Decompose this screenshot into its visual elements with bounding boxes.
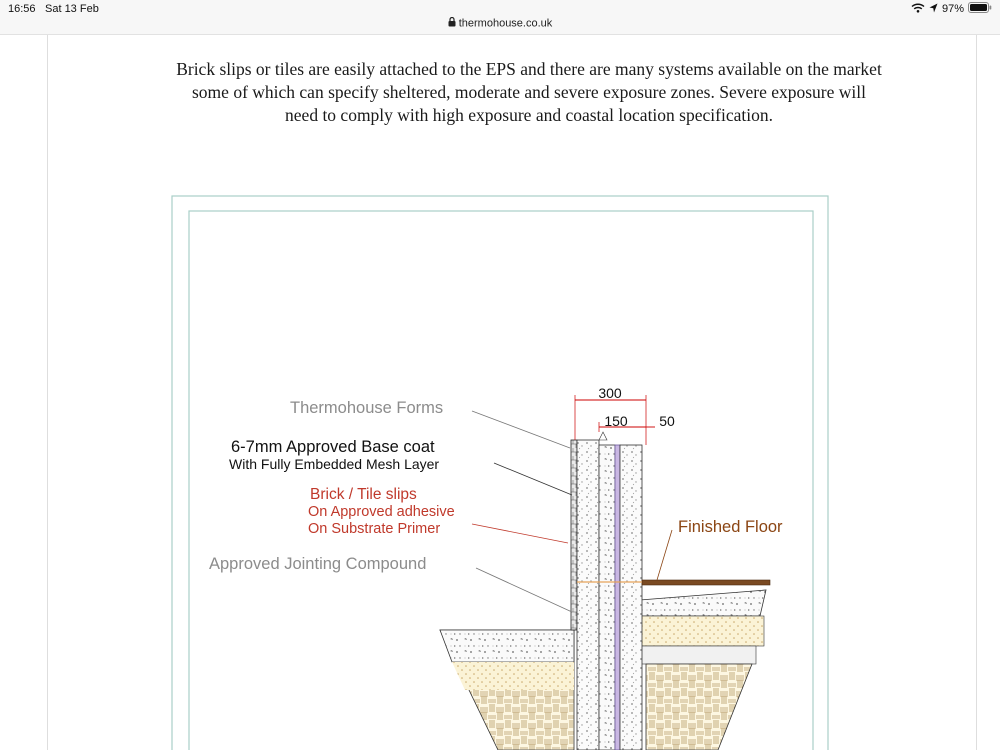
article-line: Brick slips or tiles are easily attached to the EPS and there are many systems available on the market bbox=[176, 59, 882, 79]
floor-slab bbox=[640, 590, 766, 616]
leader-brick bbox=[472, 524, 568, 543]
core-rebar bbox=[615, 445, 620, 750]
leader-floor bbox=[657, 530, 672, 580]
leader-base-coat bbox=[494, 463, 572, 495]
label-jointing: Approved Jointing Compound bbox=[209, 555, 427, 573]
label-brick-3: On Substrate Primer bbox=[308, 521, 441, 537]
foundation-left-sand bbox=[452, 662, 574, 690]
leader-forms bbox=[472, 411, 570, 448]
label-brick-1: Brick / Tile slips bbox=[310, 486, 417, 503]
floor-membrane bbox=[640, 646, 756, 664]
eps-outer bbox=[577, 440, 599, 750]
label-floor: Finished Floor bbox=[678, 518, 783, 536]
dim-core: 150 bbox=[604, 413, 628, 429]
dim-side: 50 bbox=[659, 413, 675, 429]
battery-percentage: 97% bbox=[941, 3, 964, 15]
status-time: 16:56 bbox=[8, 3, 36, 15]
eps-inner bbox=[620, 445, 642, 750]
finished-floor-board bbox=[642, 580, 770, 585]
label-forms: Thermohouse Forms bbox=[290, 399, 444, 417]
brick-slips-layer bbox=[571, 440, 577, 630]
foundation-right bbox=[646, 664, 752, 750]
label-brick-2: On Approved adhesive bbox=[308, 504, 455, 520]
label-base-coat-1: 6-7mm Approved Base coat bbox=[231, 438, 435, 456]
break-mark bbox=[599, 432, 607, 440]
leader-jointing bbox=[476, 568, 572, 612]
article-line: some of which can specify sheltered, moderate and severe exposure zones. Severe exposure will bbox=[192, 82, 866, 102]
article-line: need to comply with high exposure and coastal location specification. bbox=[285, 105, 773, 125]
floor-sand bbox=[640, 616, 764, 646]
dim-total: 300 bbox=[598, 385, 622, 401]
url-text: thermohouse.co.uk bbox=[458, 17, 553, 30]
label-base-coat-2: With Fully Embedded Mesh Layer bbox=[229, 456, 440, 472]
foundation-left-top bbox=[440, 630, 574, 662]
status-date: Sat 13 Feb bbox=[45, 3, 99, 15]
concrete-core bbox=[599, 445, 615, 750]
